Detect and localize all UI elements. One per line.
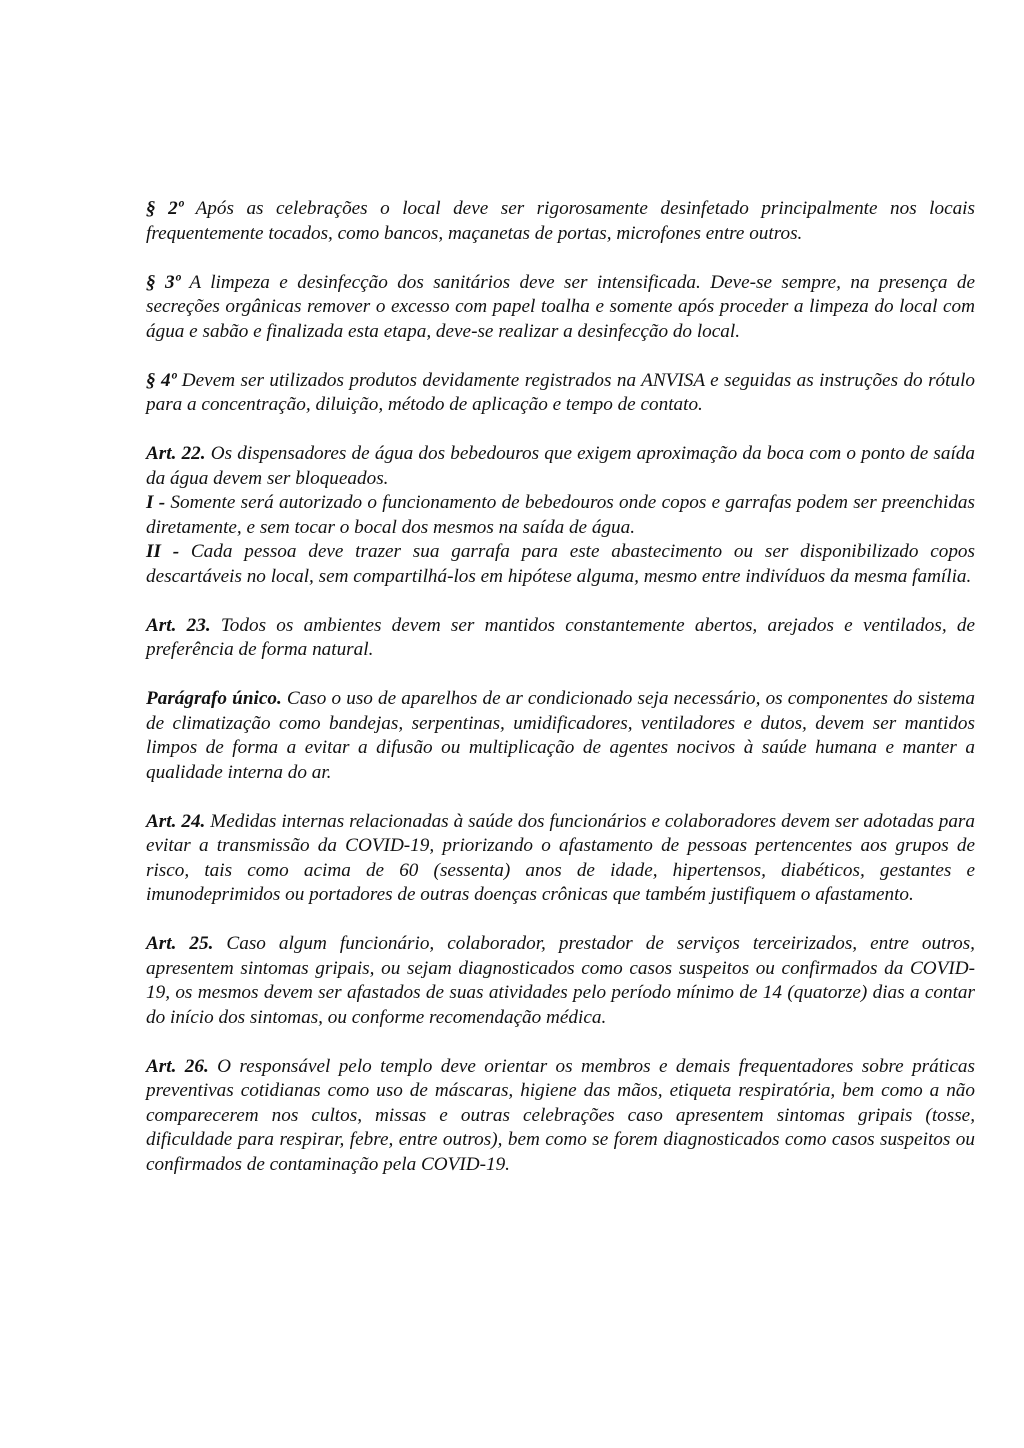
paragraph-3 [146, 271, 975, 345]
item-text: Cada pessoa deve trazer sua garrafa para este abastecimento ou ser disponibilizado copos descartáveis no local, sem compartilhá-los em hipótese alguma, mesmo entre indivíduos da mesma família. [146, 541, 975, 587]
paragraph-text: Caso o uso de aparelhos de ar condicionado seja necessário, os componentes do sistema de climatização como bandejas, serpentinas, umidificadores, ventiladores e dutos, devem ser mantidos limpos de forma a evitar a difusão ou multiplicação de agentes nocivos à saúde humana e manter a qualidade interna do ar. [146, 688, 976, 783]
paragraph-label: § 3º [146, 271, 181, 293]
article-label: Art. 24. [146, 810, 206, 832]
article-label: Art. 22. [146, 443, 206, 464]
item-label: II - [146, 541, 180, 562]
article-label: Art. 23. [146, 614, 211, 636]
paragraph-2 [146, 197, 975, 246]
paragraph-label: § 2º [146, 198, 184, 219]
article-26 [146, 1055, 975, 1178]
article-text: Caso algum funcionário, colaborador, prestador de serviços terceirizados, entre outros, apresentem sintomas gripais, ou sejam diagnosticados como casos suspeitos ou confirmados da COVID-19, os mesmos devem ser afastados de suas atividades pelo período mínimo de 14 (quatorze) dias a contar do início dos sintomas, ou conforme recomendação médica. [146, 933, 975, 1028]
article-23 [146, 614, 975, 663]
paragraph-label: Parágrafo único. [146, 688, 282, 709]
article-text: Todos os ambientes devem ser mantidos constantemente abertos, arejados e ventilados, de preferência de forma natural. [146, 614, 975, 660]
article-text: O responsável pelo templo deve orientar os membros e demais frequentadores sobre práticas preventivas cotidianas como uso de máscaras, higiene das mãos, etiqueta respiratória, bem como a não comparecerem nos cultos, missas e outras celebrações caso apresentem sintomas gripais (tosse, dificuldade para respirar, febre, entre outros), bem como se forem diagnosticados como casos suspeitos ou confirmados de contaminação pela COVID-19. [146, 1055, 975, 1175]
paragraph-4 [146, 369, 975, 418]
paragraph-text: Devem ser utilizados produtos devidamente registrados na ANVISA e seguidas as instruções do rótulo para a concentração, diluição, método de aplicação e tempo de contato. [146, 369, 975, 415]
paragraph-label: § 4º [146, 369, 177, 391]
article-22 [146, 442, 975, 491]
item-text: Somente será autorizado o funcionamento de bebedouros onde copos e garrafas podem ser preenchidas diretamente, e sem tocar o bocal dos mesmos na saída de água. [146, 492, 975, 538]
article-25 [146, 932, 975, 1030]
article-22-item-ii [146, 540, 975, 589]
paragraph-text: Após as celebrações o local deve ser rigorosamente desinfetado principalmente nos locais frequentemente tocados, como bancos, maçanetas de portas, microfones entre outros. [146, 198, 975, 244]
article-22-item-i [146, 491, 975, 540]
article-24 [146, 810, 975, 908]
item-label: I - [146, 492, 166, 513]
paragraph-text: A limpeza e desinfecção dos sanitários deve ser intensificada. Deve-se sempre, na presença de secreções orgânicas remover o excesso com papel toalha e somente após proceder a limpeza do local com água e sabão e finalizada esta etapa, deve-se realizar a desinfecção do local. [146, 271, 975, 342]
article-label: Art. 26. [146, 1055, 209, 1077]
article-23-sole-paragraph [146, 687, 975, 785]
document-page [146, 197, 975, 1202]
article-label: Art. 25. [146, 933, 214, 954]
article-text: Os dispensadores de água dos bebedouros que exigem aproximação da boca com o ponto de saída da água devem ser bloqueados. [146, 443, 975, 489]
article-text: Medidas internas relacionadas à saúde dos funcionários e colaboradores devem ser adotadas para evitar a transmissão da COVID-19, priorizando o afastamento de pessoas pertencentes aos grupos de risco, tais como acima de 60 (sessenta) anos de idade, hipertensos, diabéticos, gestantes e imunodeprimidos ou portadores de outras doenças crônicas que também justifiquem o afastamento. [146, 810, 975, 905]
